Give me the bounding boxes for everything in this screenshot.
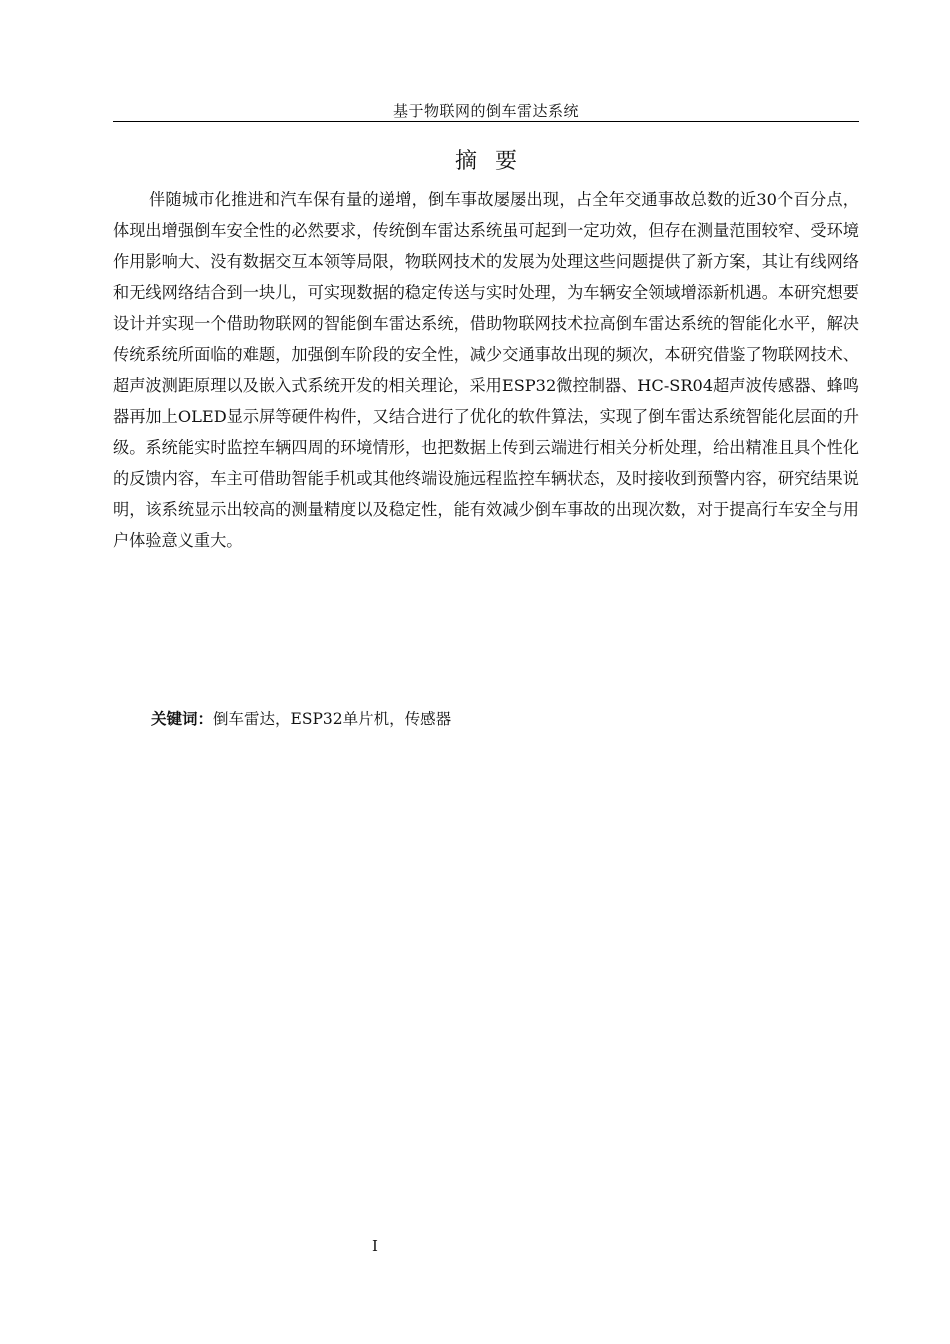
keywords-label: 关键词： — [151, 710, 214, 728]
abstract-heading: 摘要 — [454, 149, 535, 174]
keywords-line — [151, 704, 451, 735]
abstract-paragraph: 伴随城市化推进和汽车保有量的递增，倒车事故屡屡出现，占全年交通事故总数的近30个百分点，体现出增强倒车安全性的必然要求，传统倒车雷达系统虽可起到一定功效，但存在测量范围较窄、受环境作用影响大、没有数据交互本领等局限，物联网技术的发展为处理这些问题提供了新方案，其让有线网络和无线网络结合到一块儿，可实现数据的稳定传送与实时处理，为车辆安全领域增添新机遇。本研究想要设计并实现一个借助物联网的智能倒车雷达系统，借助物联网技术拉高倒车雷达系统的智能化水平，解决传统系统所面临的难题，加强倒车阶段的安全性，减少交通事故出现的频次，本研究借鉴了物联网技术、超声波测距原理以及嵌入式系统开发的相关理论，采用ESP32微控制器、HC-SR04超声波传感器、蜂鸣器再加上OLED显示屏等硬件构件，又结合进行了优化的软件算法，实现了倒车雷达系统智能化层面的升级。系统能实时监控车辆四周的环境情形，也把数据上传到云端进行相关分析处理，给出精准且具个性化的反馈内容，车主可借助智能手机或其他终端设施远程监控车辆状态，及时接收到预警内容，研究结果说明，该系统显示出较高的测量精度以及稳定性，能有效减少倒车事故的出现次数，对于提高行车安全与用户体验意义重大。 — [113, 190, 859, 550]
page-number: I — [372, 1237, 378, 1255]
header-divider — [113, 121, 859, 122]
running-header-title: 基于物联网的倒车雷达系统 — [392, 102, 579, 120]
keywords-value: 倒车雷达，ESP32单片机，传感器 — [213, 710, 452, 728]
